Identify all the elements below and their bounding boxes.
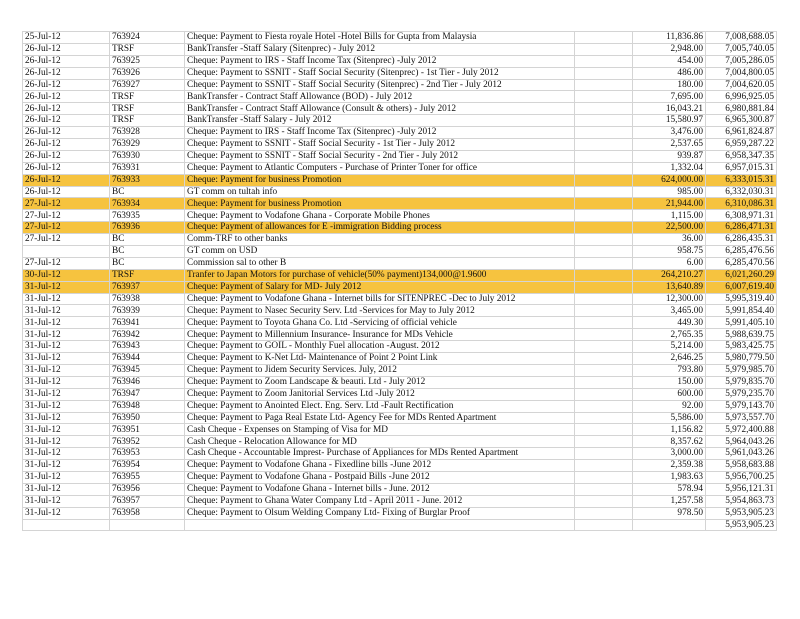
balance-cell: 6,310,086.31 <box>706 198 777 210</box>
balance-cell: 5,954,863.73 <box>706 495 777 507</box>
ledger-row <box>23 400 777 412</box>
reference-cell: 763933 <box>110 174 185 186</box>
description-cell: Cheque: Payment to Nasec Security Serv. Ltd -Services for May to July 2012 <box>185 305 575 317</box>
ledger-row <box>23 424 777 436</box>
date-cell: 31-Jul-12 <box>23 317 110 329</box>
amount-cell: 600.00 <box>633 388 706 400</box>
description-cell: Cheque: Payment to Olsum Welding Company Ltd- Fixing of Burglar Proof <box>185 507 575 519</box>
balance-cell: 6,996,925.05 <box>706 91 777 103</box>
description-cell: Cheque: Payment to Vodafone Ghana - Corporate Mobile Phones <box>185 210 575 222</box>
date-cell: 31-Jul-12 <box>23 471 110 483</box>
description-cell: Cheque: Payment to Vodafone Ghana - Postpaid Bills -June 2012 <box>185 471 575 483</box>
date-cell: 25-Jul-12 <box>23 32 110 44</box>
reference-cell: 763927 <box>110 79 185 91</box>
reference-cell: 763929 <box>110 139 185 151</box>
spacer-cell <box>575 281 633 293</box>
date-cell: 31-Jul-12 <box>23 388 110 400</box>
ledger-row <box>23 353 777 365</box>
balance-cell: 5,979,235.70 <box>706 388 777 400</box>
reference-cell: 763955 <box>110 471 185 483</box>
balance-cell: 5,973,557.70 <box>706 412 777 424</box>
amount-cell: 21,944.00 <box>633 198 706 210</box>
spacer-cell <box>575 186 633 198</box>
spacer-cell <box>575 495 633 507</box>
spacer-cell <box>575 305 633 317</box>
reference-cell: TRSF <box>110 91 185 103</box>
balance-cell: 5,991,854.40 <box>706 305 777 317</box>
description-cell: Commission sal to other B <box>185 257 575 269</box>
description-cell: Cheque: Payment to Vodafone Ghana - Fixedline bills -June 2012 <box>185 460 575 472</box>
amount-cell <box>633 519 706 531</box>
spacer-cell <box>575 198 633 210</box>
amount-cell: 5,586.00 <box>633 412 706 424</box>
description-cell: Cheque: Payment for business Promotion <box>185 174 575 186</box>
balance-cell: 5,956,121.31 <box>706 483 777 495</box>
reference-cell: 763938 <box>110 293 185 305</box>
date-cell: 31-Jul-12 <box>23 460 110 472</box>
description-cell: Cheque: Payment to Paga Real Estate Ltd- Agency Fee for MDs Rented Apartment <box>185 412 575 424</box>
date-cell: 26-Jul-12 <box>23 162 110 174</box>
balance-cell: 7,008,688.05 <box>706 32 777 44</box>
date-cell: 31-Jul-12 <box>23 364 110 376</box>
date-cell: 31-Jul-12 <box>23 483 110 495</box>
ledger-row <box>23 269 777 281</box>
reference-cell: 763934 <box>110 198 185 210</box>
reference-cell: 763941 <box>110 317 185 329</box>
amount-cell: 12,300.00 <box>633 293 706 305</box>
balance-cell: 5,956,700.25 <box>706 471 777 483</box>
balance-cell: 6,308,971.31 <box>706 210 777 222</box>
reference-cell: 763936 <box>110 222 185 234</box>
spacer-cell <box>575 269 633 281</box>
ledger-row <box>23 115 777 127</box>
description-cell: Cheque: Payment to SSNIT - Staff Social Security (Sitenprec) - 2nd Tier - July 2012 <box>185 79 575 91</box>
ledger-row <box>23 55 777 67</box>
date-cell: 26-Jul-12 <box>23 67 110 79</box>
balance-cell: 6,980,881.84 <box>706 103 777 115</box>
date-cell: 27-Jul-12 <box>23 210 110 222</box>
date-cell: 31-Jul-12 <box>23 400 110 412</box>
date-cell: 26-Jul-12 <box>23 150 110 162</box>
date-cell: 26-Jul-12 <box>23 115 110 127</box>
date-cell: 31-Jul-12 <box>23 341 110 353</box>
balance-cell: 5,972,400.88 <box>706 424 777 436</box>
amount-cell: 985.00 <box>633 186 706 198</box>
spacer-cell <box>575 234 633 246</box>
ledger-row <box>23 436 777 448</box>
amount-cell: 16,043.21 <box>633 103 706 115</box>
description-cell: Cheque: Payment to Vodafone Ghana - Internet bills - June. 2012 <box>185 483 575 495</box>
description-cell: GT comm on USD <box>185 246 575 258</box>
balance-cell: 5,979,143.70 <box>706 400 777 412</box>
ledger-row <box>23 519 777 531</box>
balance-cell: 7,005,286.05 <box>706 55 777 67</box>
amount-cell: 486.00 <box>633 67 706 79</box>
reference-cell: TRSF <box>110 115 185 127</box>
amount-cell: 6.00 <box>633 257 706 269</box>
description-cell: Cheque: Payment to Toyota Ghana Co. Ltd -Servicing of official vehicle <box>185 317 575 329</box>
balance-cell: 5,964,043.26 <box>706 436 777 448</box>
ledger-row <box>23 329 777 341</box>
balance-cell: 6,285,470.56 <box>706 257 777 269</box>
description-cell: Cash Cheque - Accountable Imprest- Purchase of Appliances for MDs Rented Apartment <box>185 448 575 460</box>
spacer-cell <box>575 329 633 341</box>
ledger-row <box>23 460 777 472</box>
balance-cell: 6,021,260.29 <box>706 269 777 281</box>
reference-cell: 763950 <box>110 412 185 424</box>
amount-cell: 1,257.58 <box>633 495 706 507</box>
reference-cell: 763953 <box>110 448 185 460</box>
description-cell: Cheque: Payment of allowances for E -immigration Bidding process <box>185 222 575 234</box>
balance-cell: 6,965,300.87 <box>706 115 777 127</box>
date-cell: 31-Jul-12 <box>23 495 110 507</box>
date-cell: 26-Jul-12 <box>23 174 110 186</box>
reference-cell: 763952 <box>110 436 185 448</box>
ledger-row <box>23 234 777 246</box>
balance-cell: 6,286,471.31 <box>706 222 777 234</box>
reference-cell: BC <box>110 246 185 258</box>
description-cell: BankTransfer -Staff Salary - July 2012 <box>185 115 575 127</box>
reference-cell: BC <box>110 257 185 269</box>
spacer-cell <box>575 162 633 174</box>
amount-cell: 624,000.00 <box>633 174 706 186</box>
balance-cell: 5,995,319.40 <box>706 293 777 305</box>
ledger-row <box>23 222 777 234</box>
description-cell: Cheque: Payment to Vodafone Ghana - Internet bills for SITENPREC -Dec to July 2012 <box>185 293 575 305</box>
amount-cell: 2,948.00 <box>633 43 706 55</box>
amount-cell: 3,476.00 <box>633 127 706 139</box>
date-cell: 27-Jul-12 <box>23 198 110 210</box>
reference-cell: BC <box>110 186 185 198</box>
balance-cell: 6,957,015.31 <box>706 162 777 174</box>
spacer-cell <box>575 317 633 329</box>
date-cell: 26-Jul-12 <box>23 79 110 91</box>
amount-cell: 2,359.38 <box>633 460 706 472</box>
reference-cell: TRSF <box>110 43 185 55</box>
description-cell: BankTransfer - Contract Staff Allowance (BOD) - July 2012 <box>185 91 575 103</box>
spacer-cell <box>575 139 633 151</box>
spacer-cell <box>575 507 633 519</box>
ledger-row <box>23 127 777 139</box>
reference-cell: BC <box>110 234 185 246</box>
reference-cell: 763924 <box>110 32 185 44</box>
ledger-row <box>23 364 777 376</box>
reference-cell: 763925 <box>110 55 185 67</box>
ledger-row <box>23 186 777 198</box>
ledger-row <box>23 293 777 305</box>
date-cell: 31-Jul-12 <box>23 448 110 460</box>
ledger-row <box>23 281 777 293</box>
description-cell: Cheque: Payment to K-Net Ltd- Maintenance of Point 2 Point Link <box>185 353 575 365</box>
description-cell: Cheque: Payment to Zoom Janitorial Services Ltd -July 2012 <box>185 388 575 400</box>
description-cell: Comm-TRF to other banks <box>185 234 575 246</box>
date-cell: 26-Jul-12 <box>23 43 110 55</box>
spacer-cell <box>575 150 633 162</box>
description-cell: Cheque: Payment to SSNIT - Staff Social Security - 1st Tier - July 2012 <box>185 139 575 151</box>
spacer-cell <box>575 115 633 127</box>
description-cell: Cheque: Payment to Atlantic Computers - Purchase of Printer Toner for office <box>185 162 575 174</box>
reference-cell: 763945 <box>110 364 185 376</box>
reference-cell: 763928 <box>110 127 185 139</box>
amount-cell: 2,765.35 <box>633 329 706 341</box>
description-cell: Cheque: Payment to SSNIT - Staff Social Security (Sitenprec) - 1st Tier - July 2012 <box>185 67 575 79</box>
date-cell: 27-Jul-12 <box>23 257 110 269</box>
ledger-row <box>23 32 777 44</box>
balance-cell: 5,988,639.75 <box>706 329 777 341</box>
balance-cell: 5,979,985.70 <box>706 364 777 376</box>
amount-cell: 13,640.89 <box>633 281 706 293</box>
spacer-cell <box>575 127 633 139</box>
ledger-row <box>23 495 777 507</box>
spacer-cell <box>575 424 633 436</box>
amount-cell: 454.00 <box>633 55 706 67</box>
balance-cell: 7,004,620.05 <box>706 79 777 91</box>
ledger-row <box>23 483 777 495</box>
reference-cell: TRSF <box>110 269 185 281</box>
balance-cell: 5,979,835.70 <box>706 376 777 388</box>
date-cell: 26-Jul-12 <box>23 55 110 67</box>
spacer-cell <box>575 400 633 412</box>
reference-cell: 763930 <box>110 150 185 162</box>
date-cell: 26-Jul-12 <box>23 186 110 198</box>
spacer-cell <box>575 471 633 483</box>
spacer-cell <box>575 293 633 305</box>
ledger-row <box>23 317 777 329</box>
amount-cell: 5,214.00 <box>633 341 706 353</box>
reference-cell: 763957 <box>110 495 185 507</box>
amount-cell: 22,500.00 <box>633 222 706 234</box>
reference-cell: 763944 <box>110 353 185 365</box>
description-cell: Tranfer to Japan Motors for purchase of vehicle(50% payment)134,000@1.9600 <box>185 269 575 281</box>
amount-cell: 8,357.62 <box>633 436 706 448</box>
amount-cell: 1,332.04 <box>633 162 706 174</box>
amount-cell: 36.00 <box>633 234 706 246</box>
date-cell: 31-Jul-12 <box>23 376 110 388</box>
balance-cell: 5,983,425.75 <box>706 341 777 353</box>
balance-cell: 5,958,683.88 <box>706 460 777 472</box>
reference-cell: 763943 <box>110 341 185 353</box>
reference-cell: 763951 <box>110 424 185 436</box>
spacer-cell <box>575 483 633 495</box>
spacer-cell <box>575 32 633 44</box>
amount-cell: 1,156.82 <box>633 424 706 436</box>
amount-cell: 180.00 <box>633 79 706 91</box>
description-cell: Cash Cheque - Expenses on Stamping of Visa for MD <box>185 424 575 436</box>
ledger-row <box>23 174 777 186</box>
spacer-cell <box>575 257 633 269</box>
spacer-cell <box>575 91 633 103</box>
date-cell <box>23 246 110 258</box>
date-cell <box>23 519 110 531</box>
balance-cell: 6,285,476.56 <box>706 246 777 258</box>
description-cell: Cheque: Payment for business Promotion <box>185 198 575 210</box>
description-cell: Cheque: Payment to Millennium Insurance- Insurance for MDs Vehicle <box>185 329 575 341</box>
amount-cell: 11,836.86 <box>633 32 706 44</box>
amount-cell: 939.87 <box>633 150 706 162</box>
date-cell: 31-Jul-12 <box>23 507 110 519</box>
date-cell: 31-Jul-12 <box>23 436 110 448</box>
reference-cell: 763926 <box>110 67 185 79</box>
date-cell: 31-Jul-12 <box>23 412 110 424</box>
description-cell: Cheque: Payment of Salary for MD- July 2012 <box>185 281 575 293</box>
reference-cell: 763958 <box>110 507 185 519</box>
description-cell: Cheque: Payment to Ghana Water Company Ltd - April 2011 - June. 2012 <box>185 495 575 507</box>
spacer-cell <box>575 376 633 388</box>
reference-cell: 763956 <box>110 483 185 495</box>
amount-cell: 2,537.65 <box>633 139 706 151</box>
ledger-table <box>22 31 777 531</box>
ledger-row <box>23 246 777 258</box>
ledger-row <box>23 43 777 55</box>
balance-cell: 5,953,905.23 <box>706 507 777 519</box>
amount-cell: 150.00 <box>633 376 706 388</box>
spacer-cell <box>575 341 633 353</box>
description-cell: Cheque: Payment to Jidem Security Services. July, 2012 <box>185 364 575 376</box>
ledger-row <box>23 341 777 353</box>
ledger-row <box>23 210 777 222</box>
ledger-row <box>23 150 777 162</box>
description-cell: BankTransfer -Staff Salary (Sitenprec) - July 2012 <box>185 43 575 55</box>
balance-cell: 6,286,435.31 <box>706 234 777 246</box>
spacer-cell <box>575 174 633 186</box>
amount-cell: 15,580.97 <box>633 115 706 127</box>
spacer-cell <box>575 55 633 67</box>
balance-cell: 6,958,347.35 <box>706 150 777 162</box>
reference-cell: 763946 <box>110 376 185 388</box>
description-cell: Cheque: Payment to Zoom Landscape & beauti. Ltd - July 2012 <box>185 376 575 388</box>
description-cell: Cheque: Payment to Fiesta royale Hotel -Hotel Bills for Gupta from Malaysia <box>185 32 575 44</box>
reference-cell: 763935 <box>110 210 185 222</box>
date-cell: 31-Jul-12 <box>23 305 110 317</box>
amount-cell: 2,646.25 <box>633 353 706 365</box>
reference-cell: 763937 <box>110 281 185 293</box>
ledger-row <box>23 139 777 151</box>
description-cell: Cheque: Payment to GOIL - Monthly Fuel allocation -August. 2012 <box>185 341 575 353</box>
description-cell: Cheque: Payment to IRS - Staff Income Tax (Sitenprec) -July 2012 <box>185 55 575 67</box>
balance-cell: 6,332,030.31 <box>706 186 777 198</box>
reference-cell: 763954 <box>110 460 185 472</box>
spacer-cell <box>575 412 633 424</box>
ledger-row <box>23 103 777 115</box>
ledger-row <box>23 79 777 91</box>
ledger-row <box>23 305 777 317</box>
reference-cell: 763939 <box>110 305 185 317</box>
ledger-row <box>23 448 777 460</box>
amount-cell: 449.30 <box>633 317 706 329</box>
amount-cell: 264,210.27 <box>633 269 706 281</box>
ledger-row <box>23 67 777 79</box>
spacer-cell <box>575 436 633 448</box>
date-cell: 27-Jul-12 <box>23 222 110 234</box>
date-cell: 31-Jul-12 <box>23 424 110 436</box>
spacer-cell <box>575 353 633 365</box>
reference-cell: 763947 <box>110 388 185 400</box>
balance-cell: 6,007,619.40 <box>706 281 777 293</box>
date-cell: 31-Jul-12 <box>23 353 110 365</box>
spacer-cell <box>575 246 633 258</box>
amount-cell: 92.00 <box>633 400 706 412</box>
spacer-cell <box>575 67 633 79</box>
amount-cell: 958.75 <box>633 246 706 258</box>
ledger-row <box>23 198 777 210</box>
reference-cell: 763948 <box>110 400 185 412</box>
amount-cell: 793.80 <box>633 364 706 376</box>
amount-cell: 578.94 <box>633 483 706 495</box>
date-cell: 31-Jul-12 <box>23 293 110 305</box>
ledger-row <box>23 257 777 269</box>
balance-cell: 7,004,800.05 <box>706 67 777 79</box>
spacer-cell <box>575 388 633 400</box>
ledger-body <box>23 32 777 531</box>
ledger-row <box>23 471 777 483</box>
date-cell: 26-Jul-12 <box>23 103 110 115</box>
spacer-cell <box>575 222 633 234</box>
balance-cell: 5,980,779.50 <box>706 353 777 365</box>
reference-cell <box>110 519 185 531</box>
spacer-cell <box>575 519 633 531</box>
description-cell: GT comm on tultah info <box>185 186 575 198</box>
reference-cell: TRSF <box>110 103 185 115</box>
reference-cell: 763931 <box>110 162 185 174</box>
spacer-cell <box>575 460 633 472</box>
description-cell <box>185 519 575 531</box>
balance-cell: 5,991,405.10 <box>706 317 777 329</box>
ledger-row <box>23 388 777 400</box>
spacer-cell <box>575 79 633 91</box>
ledger-row <box>23 162 777 174</box>
description-cell: Cheque: Payment to SSNIT - Staff Social Security - 2nd Tier - July 2012 <box>185 150 575 162</box>
date-cell: 31-Jul-12 <box>23 329 110 341</box>
amount-cell: 1,115.00 <box>633 210 706 222</box>
date-cell: 26-Jul-12 <box>23 91 110 103</box>
amount-cell: 1,983.63 <box>633 471 706 483</box>
date-cell: 27-Jul-12 <box>23 234 110 246</box>
ledger-row <box>23 91 777 103</box>
description-cell: Cash Cheque - Relocation Allowance for MD <box>185 436 575 448</box>
reference-cell: 763942 <box>110 329 185 341</box>
spacer-cell <box>575 43 633 55</box>
description-cell: BankTransfer - Contract Staff Allowance (Consult & others) - July 2012 <box>185 103 575 115</box>
date-cell: 30-Jul-12 <box>23 269 110 281</box>
balance-cell: 6,961,824.87 <box>706 127 777 139</box>
balance-cell: 6,959,287.22 <box>706 139 777 151</box>
spacer-cell <box>575 364 633 376</box>
spacer-cell <box>575 103 633 115</box>
date-cell: 31-Jul-12 <box>23 281 110 293</box>
balance-cell: 5,953,905.23 <box>706 519 777 531</box>
amount-cell: 3,000.00 <box>633 448 706 460</box>
spacer-cell <box>575 210 633 222</box>
ledger-row <box>23 507 777 519</box>
ledger-row <box>23 412 777 424</box>
description-cell: Cheque: Payment to Anointed Elect. Eng. Serv. Ltd -Fault Rectification <box>185 400 575 412</box>
amount-cell: 3,465.00 <box>633 305 706 317</box>
description-cell: Cheque: Payment to IRS - Staff Income Tax (Sitenprec) -July 2012 <box>185 127 575 139</box>
date-cell: 26-Jul-12 <box>23 127 110 139</box>
amount-cell: 978.50 <box>633 507 706 519</box>
balance-cell: 5,961,043.26 <box>706 448 777 460</box>
balance-cell: 6,333,015.31 <box>706 174 777 186</box>
spacer-cell <box>575 448 633 460</box>
ledger-row <box>23 376 777 388</box>
amount-cell: 7,695.00 <box>633 91 706 103</box>
date-cell: 26-Jul-12 <box>23 139 110 151</box>
balance-cell: 7,005,740.05 <box>706 43 777 55</box>
